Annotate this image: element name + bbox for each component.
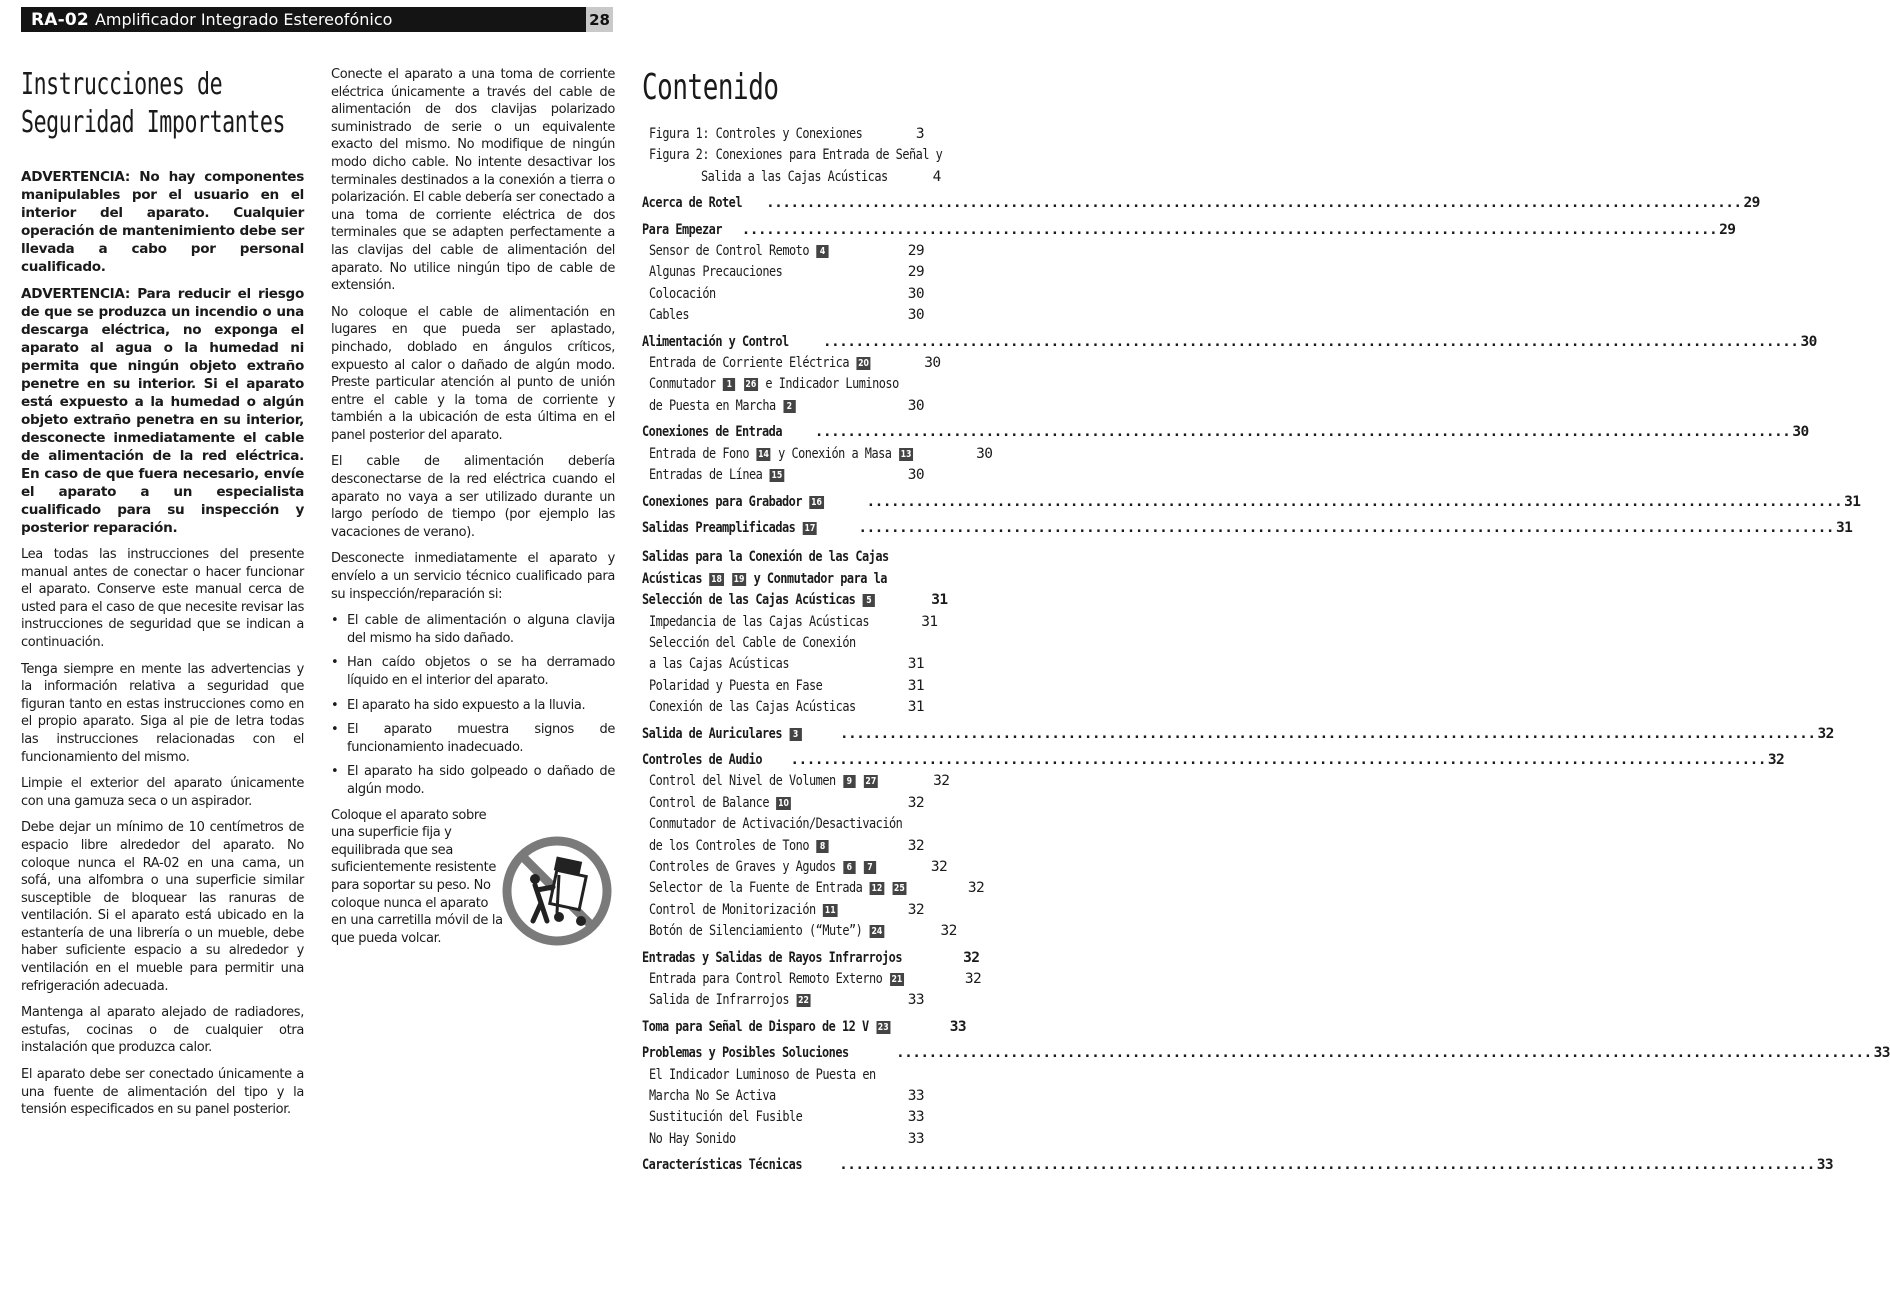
toc-section [642, 220, 1736, 241]
toc-page-number: 33 [907, 992, 924, 1009]
toc-entry-label: Toma para Señal de Disparo de 12 V 23 [642, 1018, 889, 1035]
toc-page-number: 32 [967, 880, 985, 897]
safety-heading [21, 66, 304, 154]
toc-entry-label: Controles de Graves y Agudos 6 7 [649, 857, 927, 878]
toc-subsection [642, 612, 938, 633]
toc-entry-label: Selección de las Cajas Acústicas 5 [642, 590, 927, 611]
callout-badge: 12 [871, 883, 883, 895]
toc-entry-label: Problemas y Posibles Soluciones [642, 1045, 849, 1062]
toc-leader: ........................................................................................................................ [839, 1157, 1815, 1174]
toc-page-number: 31 [1835, 519, 1853, 536]
toc-subsection [642, 241, 924, 262]
toc-page-number: 29 [1719, 221, 1736, 238]
toc-section [642, 547, 924, 568]
table-of-contents [642, 66, 1890, 1177]
toc-subsection [642, 878, 985, 899]
toc-entry-label: Entradas y Salidas de Rayos Infrarrojos [642, 949, 902, 966]
toc-figure [642, 167, 941, 188]
list-item: • El aparato ha sido expuesto a la lluvia. [331, 697, 586, 713]
toc-section [642, 948, 980, 969]
toc-entry-label: de Puesta en Marcha 2 [649, 396, 829, 417]
callout-badge: 22 [798, 995, 809, 1007]
toc-subsection [642, 771, 950, 792]
toc-section [642, 1017, 967, 1038]
list-item: • El aparato muestra signos de funcionamiento inadecuado. [331, 722, 615, 755]
toc-entry-label: Características Técnicas [642, 1157, 803, 1174]
page-header [21, 7, 613, 32]
toc-leader: ........................................................................................................................ [839, 725, 1816, 742]
toc-entry-label: Selección del Cable de Conexión [649, 634, 856, 651]
callout-badge: 2 [783, 400, 795, 413]
toc-entry-label: Control de Monitorización 11 [649, 901, 836, 918]
warning-fire-shock: ADVERTENCIA: Para reducir el riesgo de que se produzca un incendio o una descarga eléctrica, no exponga el aparato al agua o la humedad ni permita que ningún objeto extraño penetre en su interior. Si el aparato está expuesto a la humedad o algún objeto extraño penetra en su interior, desconecte inmediatamente el cable de alimentación de la red eléctrica. En caso de que fuera necesario, envíe el aparato a un especialista cualificado para su inspección y posterior reparación. [21, 286, 304, 536]
callout-badge: 21 [891, 974, 903, 986]
toc-subsection [642, 697, 924, 718]
toc-subsection [642, 262, 924, 283]
callout-badge: 8 [816, 840, 828, 853]
toc-subsection [642, 836, 924, 857]
toc-entry-label: No Hay Sonido [649, 1130, 736, 1147]
toc-leader: ........................................................................................................................ [765, 195, 1742, 212]
toc-page-number: 30 [907, 397, 924, 414]
toc-page-number: 32 [930, 859, 948, 875]
toc-figure [642, 124, 924, 145]
toc-leader: ........................................................................................................................ [790, 751, 1766, 768]
toc-page-number: 30 [907, 467, 924, 484]
toc-section [642, 518, 1853, 539]
toc-body [642, 124, 1890, 1177]
callout-badge: 9 [843, 775, 855, 788]
toc-subsection [642, 444, 993, 465]
toc-page-number: 33 [907, 1109, 924, 1126]
callout-badge: 14 [758, 448, 769, 460]
toc-section [642, 750, 1785, 771]
toc-entry-label: a las Cajas Acústicas [649, 656, 790, 673]
toc-section [642, 1155, 1833, 1176]
toc-subsection [642, 793, 924, 814]
toc-entry-label: Control del Nivel de Volumen 9 27 [649, 773, 877, 790]
toc-leader: ........................................................................................................................ [741, 221, 1718, 238]
toc-page-number: 32 [964, 971, 982, 988]
callout-badge: 26 [745, 379, 757, 391]
toc-subsection [642, 921, 957, 942]
toc-page-number: 32 [1767, 751, 1785, 768]
toc-entry-label: Figura 2: Conexiones para Entrada de Señal y [649, 147, 943, 164]
toc-page-number: 33 [907, 1130, 924, 1147]
warning-service: ADVERTENCIA: No hay componentes manipulables por el usuario en el interior del aparato. Cualquier operación de mantenimiento debe ser llevada a cabo por personal cualificado. [21, 169, 304, 275]
toc-section [642, 332, 1817, 353]
toc-subsection [642, 633, 924, 654]
toc-entry-label: Acústicas 18 19 y Conmutador para la [642, 570, 887, 587]
toc-entry-label: El Indicador Luminoso de Puesta en [649, 1066, 876, 1083]
toc-figure [642, 145, 943, 166]
toc-subsection [642, 654, 924, 675]
callout-badge: 15 [771, 470, 783, 482]
callout-badge: 16 [811, 496, 822, 508]
toc-entry-label: Entrada de Corriente Eléctrica 20 [649, 355, 869, 372]
para-cart: Coloque el aparato sobre una superficie fija y equilibrada que sea suficientemente resistente para soportar su peso. No coloque nunca el aparato en una carretilla móvil de la que pueda volcar. [331, 807, 503, 946]
toc-entry-label: Colocación [649, 285, 716, 302]
toc-subsection [642, 1107, 924, 1128]
service-conditions-list [331, 612, 615, 798]
callout-badge: 18 [711, 573, 722, 585]
toc-entry-label: Acerca de Rotel [642, 195, 743, 212]
toc-subsection [642, 857, 948, 878]
toc-page-number: 32 [933, 773, 950, 790]
toc-leader: ........................................................................................................................ [896, 1045, 1872, 1062]
toc-entry-label: Entrada de Fono 14 y Conexión a Masa 13 [649, 445, 912, 462]
para-read-instructions: Lea todas las instrucciones del presente manual antes de conectar o hacer funcionar el aparato. Conserve este manual cerca de usted para el caso de que necesite revisar las instrucciones de seguridad que se indican a continuación. [21, 547, 304, 650]
toc-entry-label: de los Controles de Tono 8 [649, 836, 869, 857]
toc-subsection [642, 465, 924, 486]
toc-page-number: 30 [1800, 333, 1817, 350]
toc-leader: ........................................................................................................................ [822, 333, 1799, 350]
toc-subsection [642, 353, 941, 374]
toc-entry-label: Salidas para la Conexión de las Cajas [642, 549, 889, 566]
toc-subsection [642, 374, 924, 395]
toc-section [642, 724, 1834, 745]
toc-page-number: 4 [932, 168, 941, 185]
toc-section [642, 422, 1809, 443]
callout-badge: 23 [877, 1021, 889, 1033]
toc-title: Contenido [642, 67, 779, 108]
toc-heading [642, 66, 924, 112]
toc-entry-label: Algunas Precauciones [649, 264, 783, 281]
toc-entry-label: Marcha No Se Activa [649, 1088, 776, 1105]
document-title: Amplificador Integrado Estereofónico [94, 10, 393, 29]
toc-entry-label: Impedancia de las Cajas Acústicas [649, 613, 870, 630]
toc-page-number: 29 [1743, 195, 1760, 212]
toc-entry-label: Selector de la Fuente de Entrada 12 25 [649, 880, 905, 897]
toc-leader: ........................................................................................................................ [866, 493, 1843, 510]
safety-heading-line1: Instrucciones de [21, 67, 223, 102]
toc-page-number: 31 [1844, 493, 1861, 510]
toc-entry-label: Sustitución del Fusible [649, 1109, 803, 1126]
para-heat: Mantenga al aparato alejado de radiadores, estufas, cocinas o de cualquier otra instalación que produzca calor. [21, 1005, 304, 1056]
toc-entry-label: Conmutador 1 26 e Indicador Luminoso [649, 376, 899, 393]
para-ventilation: Debe dejar un mínimo de 10 centímetros de espacio libre alrededor del aparato. No coloque nunca el RA-02 en una cama, un sofá, una alfombra o una superficie similar susceptible de bloquear las ranuras de ventilación. Si el aparato está ubicado en la estantería de una librería o un mueble, debe haber suficiente espacio a su alrededor y ventilación en el mueble para permitir una refrigeración adecuada. [21, 820, 304, 994]
toc-page-number: 30 [1792, 424, 1809, 441]
toc-page-number: 30 [907, 285, 924, 302]
toc-subsection [642, 396, 924, 417]
toc-subsection [642, 1086, 924, 1107]
toc-page-number: 33 [1873, 1045, 1890, 1062]
toc-page-number: 31 [921, 613, 938, 630]
toc-page-number: 33 [949, 1018, 967, 1035]
toc-subsection [642, 676, 924, 697]
toc-page-number: 31 [931, 592, 948, 609]
no-cart-tip-over-warning-icon [501, 835, 613, 947]
callout-badge: 4 [816, 245, 828, 258]
safety-heading-line2: Seguridad Importantes [21, 105, 286, 140]
toc-page-number: 31 [907, 677, 924, 694]
toc-entry-label: Conexiones para Grabador 16 [642, 493, 822, 510]
callout-badge: 13 [900, 448, 912, 460]
toc-page-number: 29 [907, 243, 924, 260]
toc-entry-label: Entrada para Control Remoto Externo 21 [649, 971, 903, 988]
toc-entry-label: Salida de Auriculares 3 [642, 724, 838, 745]
toc-page-number: 31 [907, 699, 924, 716]
toc-entry-label: Control de Balance 10 [649, 794, 789, 811]
callout-badge: 19 [733, 573, 745, 585]
toc-page-number: 32 [963, 949, 980, 966]
list-item: • El aparato ha sido golpeado o dañado de algún modo. [331, 764, 615, 797]
toc-subsection [642, 1065, 924, 1086]
callout-badge: 17 [804, 522, 816, 534]
callout-badge: 11 [824, 904, 836, 916]
toc-subsection [642, 969, 982, 990]
callout-badge: 20 [858, 358, 869, 370]
toc-section [642, 590, 948, 611]
callout-badge: 27 [865, 776, 877, 788]
para-unplug: El cable de alimentación debería desconectarse de la red eléctrica cuando el aparato no vaya a ser utilizado durante un largo período de tiempo (por ejemplo las vacaciones de verano). [331, 454, 615, 540]
callout-badge: 5 [863, 594, 875, 607]
callout-badge: 10 [778, 797, 789, 809]
toc-entry-label: Alimentación y Control [642, 333, 789, 350]
page-number: 28 [586, 7, 613, 32]
toc-entry-label: Figura 1: Controles y Conexiones [649, 126, 863, 142]
toc-page-number: 32 [907, 837, 924, 854]
para-cord-protection: No coloque el cable de alimentación en lugares en que pueda ser aplastado, pinchado, doblado en ángulos críticos, expuesto al calor o dañado de algún modo. Preste particular atención al punto de unión entre el cable y la toma de corriente y también a la ubicación de esta última en el panel posterior del aparato. [331, 304, 615, 443]
toc-section [642, 569, 924, 590]
toc-page-number: 29 [907, 264, 924, 281]
toc-entry-label: Para Empezar [642, 221, 723, 238]
callout-badge: 6 [843, 861, 855, 874]
toc-subsection [642, 284, 924, 305]
safety-column-1 [21, 66, 304, 1128]
safety-column-2 [331, 66, 615, 956]
toc-page-number: 33 [907, 1088, 924, 1105]
para-power-cord: Conecte el aparato a una toma de corriente eléctrica únicamente a través del cable de alimentación de dos clavijas polarizado suministrado de serie o un equivalente exacto del mismo. No modifique de ningún modo dicho cable. No intente desactivar los terminales destinados a la conexión a tierra o polarización. El cable debería ser conectado a una toma de corriente eléctrica de dos terminales que se adapten perfectamente a las clavijas del cable de alimentación del aparato. No utilice ningún tipo de cable de extensión. [331, 67, 615, 294]
para-cleaning: Limpie el exterior del aparato únicamente con una gamuza seca o un aspirador. [21, 776, 304, 809]
callout-badge: 24 [871, 926, 883, 938]
toc-page-number: 30 [976, 445, 993, 462]
toc-leader: ........................................................................................................................ [858, 519, 1834, 536]
toc-entry-label: Conexiones de Entrada [642, 424, 783, 441]
callout-badge: 25 [893, 883, 905, 895]
toc-page-number: 32 [940, 923, 957, 940]
toc-section [642, 193, 1760, 214]
model-name: RA-02 [31, 9, 89, 30]
toc-subsection [642, 990, 924, 1011]
toc-leader: ........................................................................................................................ [814, 424, 1791, 441]
toc-entry-label: Botón de Silenciamiento (“Mute”) 24 [649, 923, 883, 940]
toc-entry-label: Cables [649, 307, 690, 324]
toc-section [642, 492, 1861, 513]
toc-entry-label: Conmutador de Activación/Desactivación [649, 816, 903, 833]
toc-page-number: 32 [907, 901, 924, 918]
toc-subsection [642, 814, 924, 835]
toc-subsection [642, 305, 924, 326]
para-power-source: El aparato debe ser conectado únicamente a una fuente de alimentación del tipo y la tensión especificados en su panel posterior. [21, 1067, 304, 1118]
toc-page-number: 31 [907, 656, 924, 673]
toc-entry-label: Salida a las Cajas Acústicas [701, 168, 888, 185]
toc-entry-label: Polaridad y Puesta en Fase [649, 677, 823, 694]
toc-page-number: 32 [1817, 725, 1834, 742]
toc-entry-label: Salidas Preamplificadas 17 [642, 519, 816, 536]
toc-entry-label: Entradas de Línea 15 [649, 467, 783, 484]
toc-subsection [642, 1129, 924, 1150]
toc-entry-label: Salida de Infrarrojos 22 [649, 992, 809, 1009]
cart-caution [331, 807, 615, 948]
toc-page-number: 32 [907, 794, 924, 811]
toc-page-number: 30 [907, 307, 924, 324]
para-heed-warnings: Tenga siempre en mente las advertencias y la información relativa a seguridad que figuran tanto en estas instrucciones como en el propio aparato. Siga al pie de letra todas las instrucciones relacionadas con el funcionamiento del mismo. [21, 661, 304, 765]
para-service-conditions: Desconecte inmediatamente el aparato y envíelo a un servicio técnico cualificado para su inspección/reparación si: [331, 551, 615, 602]
list-item: • Han caído objetos o se ha derramado líquido en el interior del aparato. [331, 655, 615, 688]
callout-badge: 7 [864, 861, 876, 874]
list-item: • El cable de alimentación o alguna clavija del mismo ha sido dañado. [331, 613, 615, 646]
toc-section [642, 1043, 1890, 1064]
toc-page-number: 3 [915, 126, 924, 142]
toc-entry-label: Conexión de las Cajas Acústicas [649, 699, 856, 716]
toc-page-number: 30 [924, 355, 941, 372]
toc-entry-label: Sensor de Control Remoto 4 [649, 241, 869, 262]
callout-badge: 3 [789, 728, 801, 741]
toc-page-number: 33 [1816, 1157, 1833, 1174]
toc-entry-label: Controles de Audio [642, 751, 763, 768]
toc-subsection [642, 900, 924, 921]
callout-badge: 1 [723, 378, 735, 391]
